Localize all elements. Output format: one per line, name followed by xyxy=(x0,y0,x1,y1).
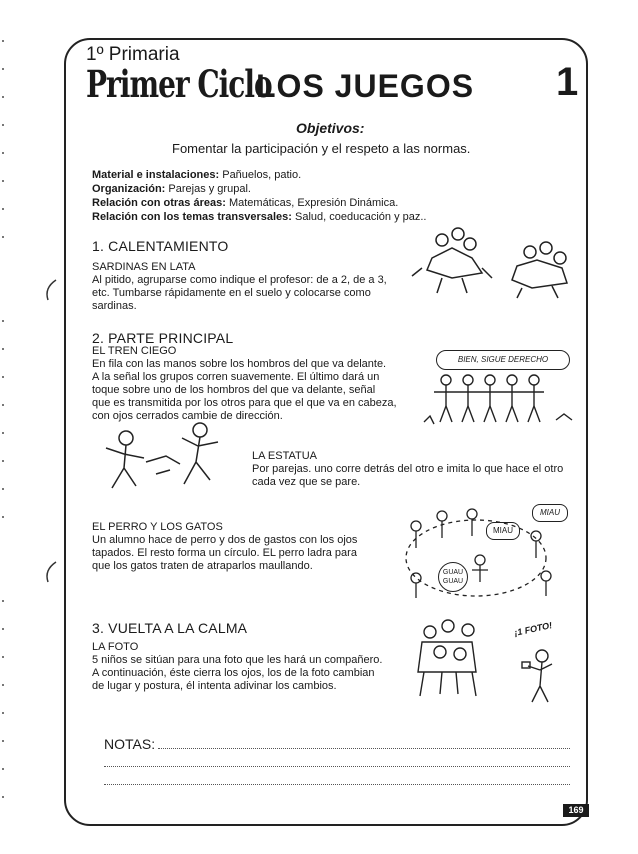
cycle-label: Primer Ciclo xyxy=(86,62,272,107)
punch-hole-mark-top xyxy=(40,278,60,302)
unit-number: 1 xyxy=(556,60,579,104)
page-number: 169 xyxy=(563,804,589,817)
page-title: LOS JUEGOS xyxy=(256,68,475,104)
info-block xyxy=(92,168,426,224)
notes-line-1 xyxy=(158,748,570,749)
game-estatua-title: LA ESTATUA xyxy=(252,450,318,462)
game-tren-text: En fila con las manos sobre los hombros del que va delante. A la señal los grupos corren suavemente. El último dará un toque sobre uno de los hombros del que va delante, señal que es transmitida por los otros para que el que va en cabeza, con ojos cerrados cambie de dirección. xyxy=(92,358,397,422)
game-foto-title: LA FOTO xyxy=(92,641,139,653)
game-estatua-text: Por parejas. uno corre detrás del otro e imita lo que hace el otro cada vez que se pare. xyxy=(252,463,564,488)
game-perro-title: EL PERRO Y LOS GATOS xyxy=(92,521,223,533)
estatua-illustration xyxy=(96,418,236,500)
section-warmup-heading: 1. CALENTAMIENTO xyxy=(92,238,229,254)
notes-line-2 xyxy=(104,766,570,767)
objectives-text: Fomentar la participación y el respeto a las normas. xyxy=(172,141,471,156)
course-label: 1º Primaria xyxy=(86,44,180,65)
info-line-organization: Organización: Parejas y grupal. xyxy=(92,183,251,195)
info-line-material: Material e instalaciones: Pañuelos, patio. xyxy=(92,169,302,181)
notes-label: NOTAS: xyxy=(104,736,156,752)
game-sardinas-title: SARDINAS EN LATA xyxy=(92,261,196,273)
info-line-transversal: Relación con los temas transversales: Salud, coeducación y paz.. xyxy=(92,211,427,223)
punch-hole-mark-bottom xyxy=(40,560,60,584)
meow-bubble-1: MIAU xyxy=(486,522,520,540)
game-tren-title: EL TREN CIEGO xyxy=(92,345,177,357)
speech-bubble: BIEN, SIGUE DERECHO xyxy=(436,350,570,370)
meow-bubble-2: MIAU xyxy=(532,504,568,522)
game-perro-text: Un alumno hace de perro y dos de gastos con los ojos tapados. El resto forma un círculo. EL perro ladra para que los gatos traten de atraparlos maullando. xyxy=(92,534,358,572)
objectives-title: Objetivos: xyxy=(296,120,365,136)
info-line-areas: Relación con otras áreas: Matemáticas, Expresión Dinámica. xyxy=(92,197,399,209)
sardinas-illustration xyxy=(412,218,572,298)
foto-exclaim: ¡1 FOTO! xyxy=(513,620,553,638)
notes-line-3 xyxy=(104,784,570,785)
section-main-heading: 2. PARTE PRINCIPAL xyxy=(92,330,234,346)
woof-bubble: GUAU GUAU xyxy=(438,562,468,592)
tren-ciego-illustration xyxy=(424,370,574,430)
game-sardinas-text: Al pitido, agruparse como indique el profesor: de a 2, de a 3, etc. Tumbarse rápidamente en el suelo y colocarse como sardinas. xyxy=(92,274,387,312)
game-foto-text: 5 niños se sitúan para una foto que les hará un compañero. A continuación, éste cierra los ojos, los de la foto cambian de lugar y postura, él intenta adivinar los cambios. xyxy=(92,654,383,692)
section-cooldown-heading: 3. VUELTA A LA CALMA xyxy=(92,620,248,636)
